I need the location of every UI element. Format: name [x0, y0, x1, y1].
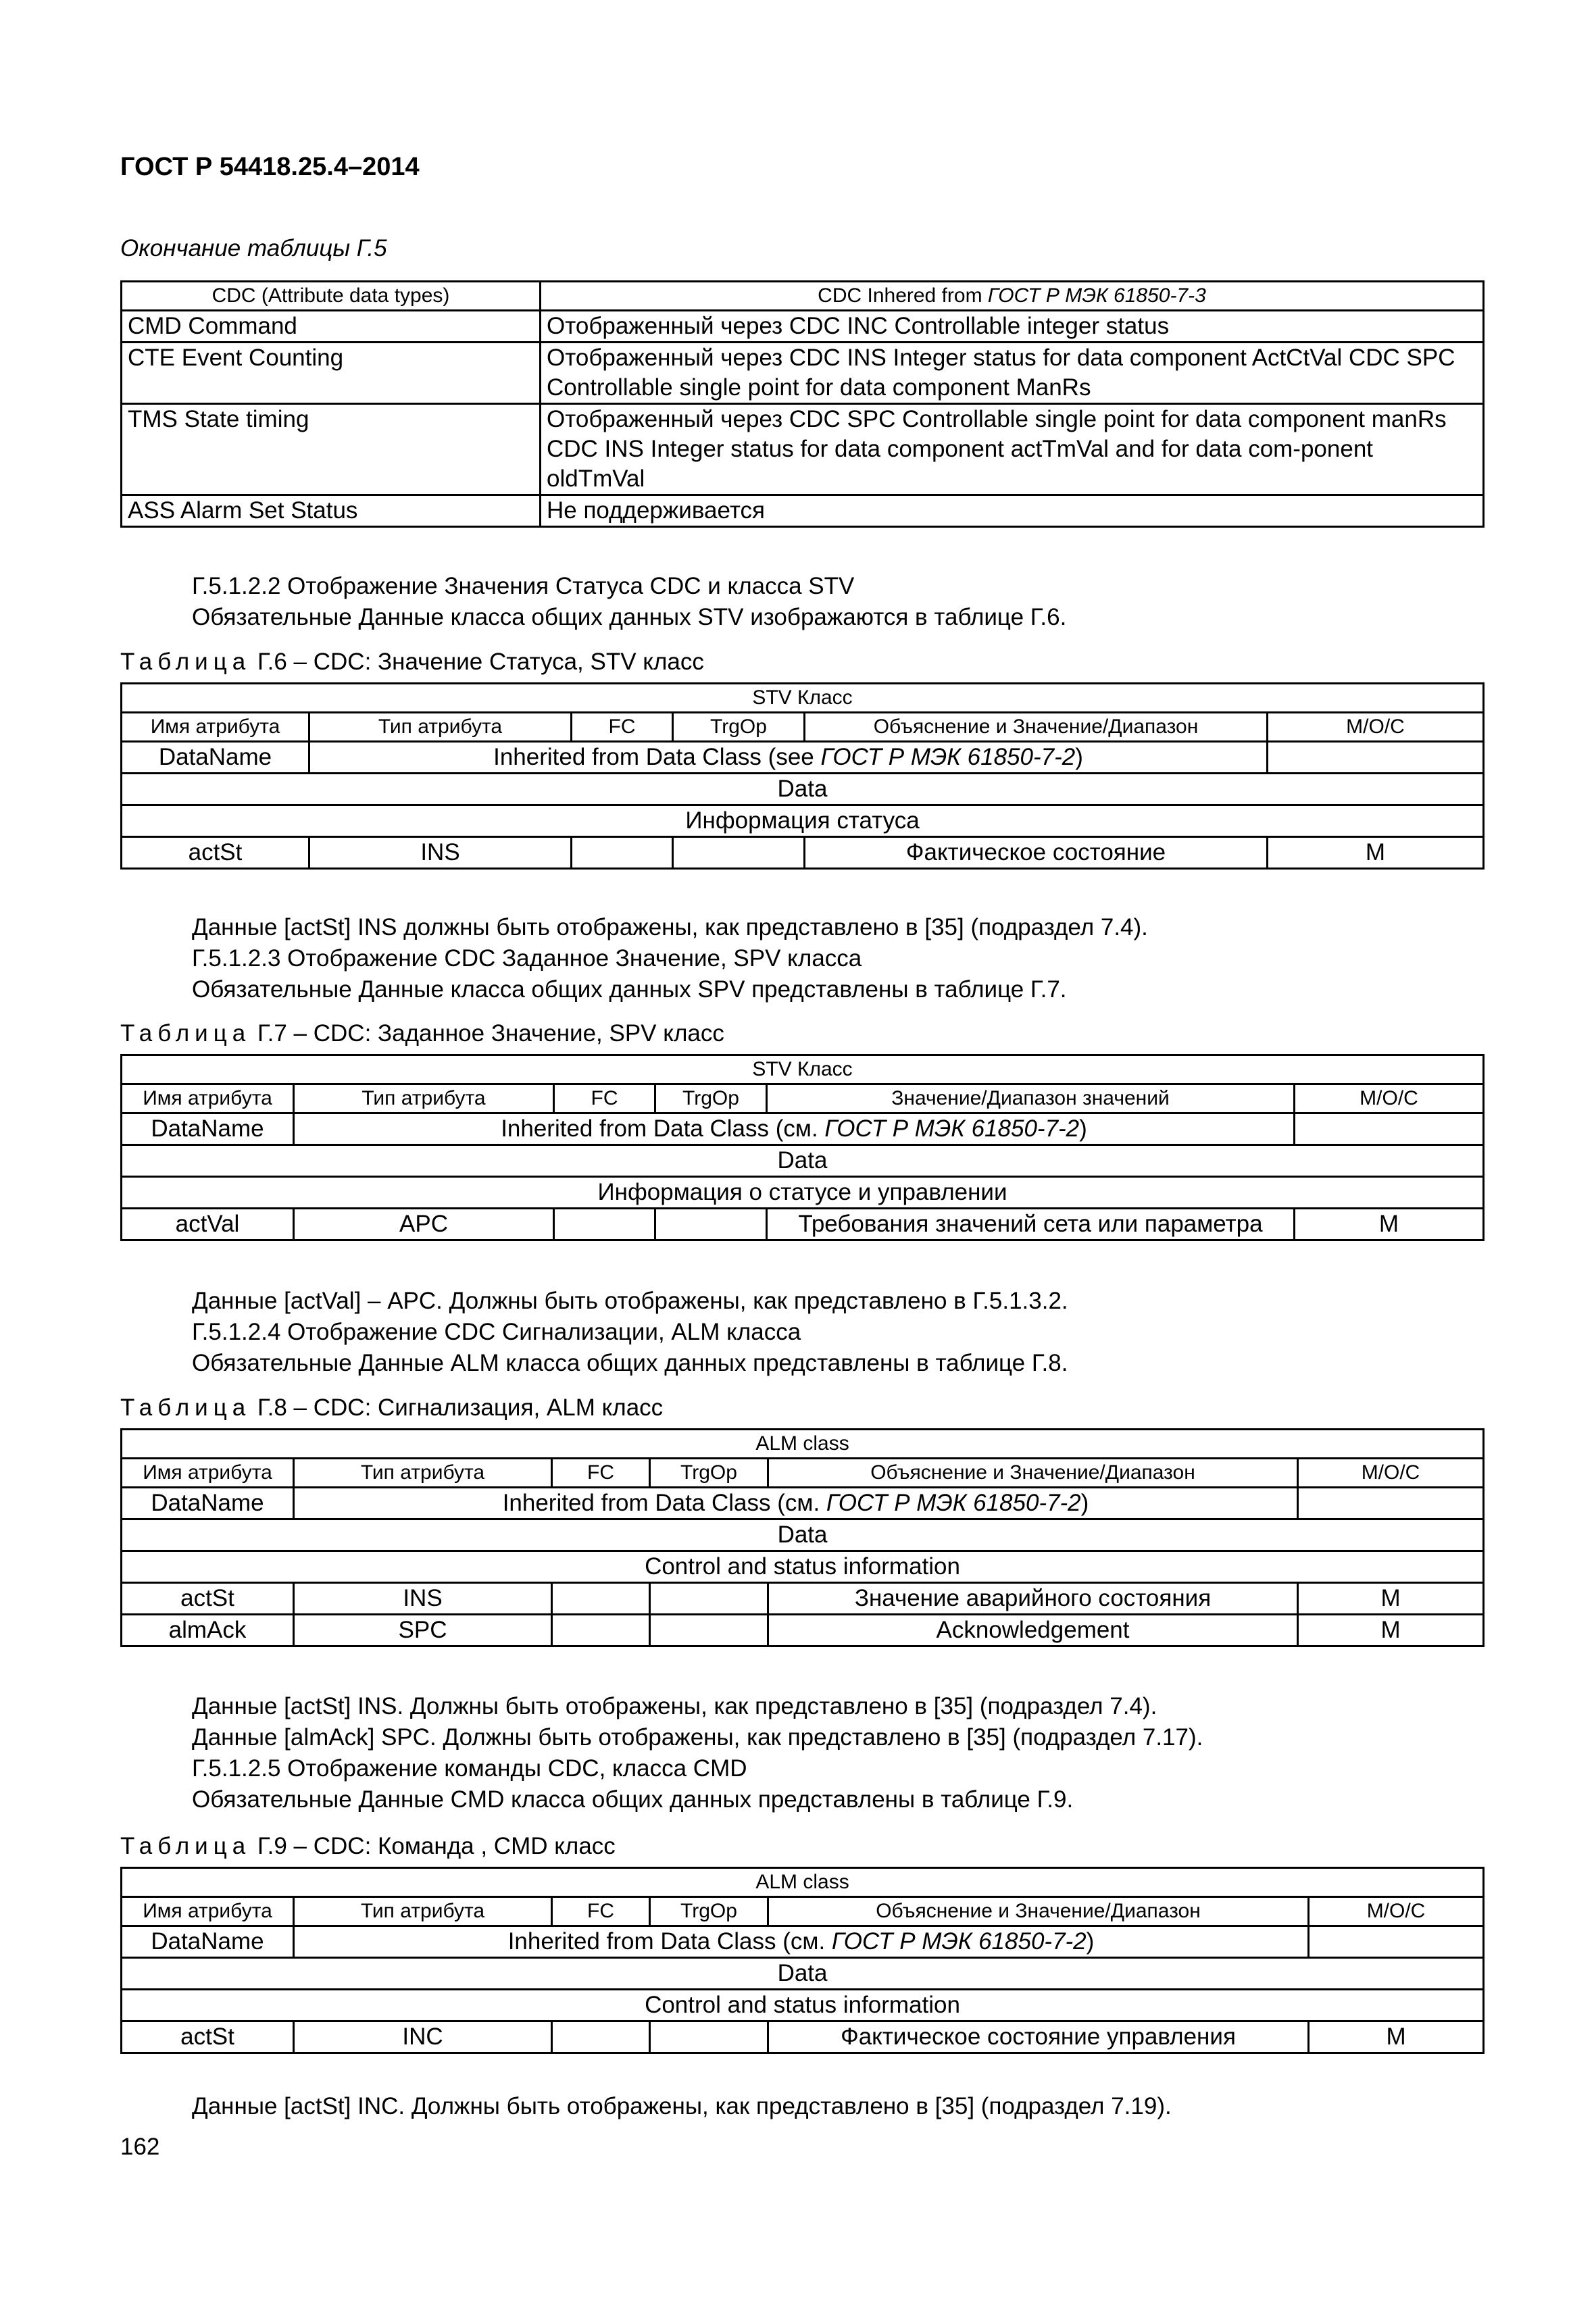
table-header-row: [122, 282, 1484, 311]
table-row: [122, 343, 1484, 404]
table-row: DataName Inherited from Data Class (see ГОСТ Р МЭК 61850-7-2): [122, 742, 1484, 774]
cell: TMS State timing: [122, 404, 541, 495]
table-row: [122, 404, 1484, 495]
header-cell: CDC Inhered from ГОСТ Р МЭК 61850-7-3: [541, 282, 1484, 311]
table-row: actSt INS Значение аварийного состояния M: [122, 1583, 1484, 1615]
class-title: ALM class: [122, 1430, 1484, 1459]
class-title: STV Класс: [122, 1055, 1484, 1084]
table-g5: [120, 280, 1485, 528]
table-row: [122, 495, 1484, 527]
paragraph: Данные [actSt] INS. Должны быть отображены, как представлено в [35] (подраздел 7.4). Данные [almAck] SPC. Должны быть отображены, как представлено в [35] (подраздел 7.17). Г.5.1.2.5 Отображение команды CDC, класса CMD Обязательные Данные CMD класса общих данных представлены в таблице Г.9.: [192, 1693, 1203, 1813]
cell: Отображенный через CDC SPC Controllable single point for data component manRs CDC INS Integer status for data component actTmVal and for data com-ponent oldTmVal: [541, 404, 1484, 495]
table-header-row: Имя атрибута Тип атрибута FC TrgOp Объяснение и Значение/Диапазон M/O/C: [122, 1897, 1484, 1926]
table-header-row: Имя атрибута Тип атрибута FC TrgOp Объяснение и Значение/Диапазон M/O/C: [122, 1459, 1484, 1488]
paragraph: Данные [actSt] INS должны быть отображены, как представлено в [35] (подраздел 7.4). Г.5.1.2.3 Отображение CDC Заданное Значение, SPV класса Обязательные Данные класса общих данных SPV представлены в таблице Г.7.: [192, 914, 1148, 1003]
table5-caption: Окончание таблицы Г.5: [120, 235, 387, 261]
table7-caption: Таблица Г.7 – CDC: Заданное Значение, SPV класс: [120, 1020, 724, 1047]
paragraph: Данные [actSt] INC. Должны быть отображены, как представлено в [35] (подраздел 7.19).: [192, 2093, 1172, 2119]
table6-caption: Таблица Г.6 – CDC: Значение Статуса, STV класс: [120, 649, 704, 675]
table-row: [122, 311, 1484, 343]
table-row: actSt INC Фактическое состояние управления M: [122, 2021, 1484, 2053]
cell: Отображенный через CDC INS Integer status for data component ActCtVal CDC SPC Controllable single point for data component ManRs: [541, 343, 1484, 404]
table-row: actSt INS Фактическое состояние M: [122, 837, 1484, 869]
table-header-row: Имя атрибута Тип атрибута FC TrgOp Объяснение и Значение/Диапазон M/O/C: [122, 713, 1484, 742]
cell: CTE Event Counting: [122, 343, 541, 404]
table-row: DataName Inherited from Data Class (см. ГОСТ Р МЭК 61850-7-2): [122, 1488, 1484, 1519]
table-g6: STV Класс Имя атрибута Тип атрибута FC TrgOp Объяснение и Значение/Диапазон M/O/C DataName Inherited from Data Class (see ГОСТ Р МЭК 61850-7-2) Data Информация статуса actSt INS Фактическое состояние M: [120, 682, 1485, 870]
cell: Отображенный через CDC INC Controllable integer status: [541, 311, 1484, 343]
table-row: DataName Inherited from Data Class (см. ГОСТ Р МЭК 61850-7-2): [122, 1113, 1484, 1145]
document-header: ГОСТ Р 54418.25.4–2014: [120, 153, 420, 181]
table-g8: ALM class Имя атрибута Тип атрибута FC TrgOp Объяснение и Значение/Диапазон M/O/C DataName Inherited from Data Class (см. ГОСТ Р МЭК 61850-7-2) Data Control and status information actSt INS Значение аварийного состояния M almAck SPC Acknowledgement M: [120, 1428, 1485, 1647]
table8-caption: Таблица Г.8 – CDC: Сигнализация, ALM класс: [120, 1394, 664, 1421]
table-g7: STV Класс Имя атрибута Тип атрибута FC TrgOp Значение/Диапазон значений M/O/C DataName Inherited from Data Class (см. ГОСТ Р МЭК 61850-7-2) Data Информация о статусе и управлении actVal APC Требования значений сета или параметра M: [120, 1054, 1485, 1241]
table9-caption: Таблица Г.9 – CDC: Команда , CMD класс: [120, 1833, 616, 1859]
paragraph: Г.5.1.2.2 Отображение Значения Статуса CDC и класса STV Обязательные Данные класса общих данных STV изображаются в таблице Г.6.: [192, 573, 1067, 630]
table-g9: ALM class Имя атрибута Тип атрибута FC TrgOp Объяснение и Значение/Диапазон M/O/C DataName Inherited from Data Class (см. ГОСТ Р МЭК 61850-7-2) Data Control and status information actSt INC Фактическое состояние управления M: [120, 1867, 1485, 2054]
cell: ASS Alarm Set Status: [122, 495, 541, 527]
table-row: actVal APC Требования значений сета или параметра M: [122, 1209, 1484, 1240]
header-cell: CDC (Attribute data types): [122, 282, 541, 311]
page-number: 162: [120, 2134, 160, 2160]
table-row: almAck SPC Acknowledgement M: [122, 1615, 1484, 1646]
table-header-row: Имя атрибута Тип атрибута FC TrgOp Значение/Диапазон значений M/O/C: [122, 1084, 1484, 1113]
paragraph: Данные [actVal] – APC. Должны быть отображены, как представлено в Г.5.1.3.2. Г.5.1.2.4 Отображение CDC Сигнализации, ALM класса Обязательные Данные ALM класса общих данных представлены в таблице Г.8.: [192, 1288, 1068, 1376]
class-title: ALM class: [122, 1868, 1484, 1897]
class-title: STV Класс: [122, 684, 1484, 713]
cell: Не поддерживается: [541, 495, 1484, 527]
cell: CMD Command: [122, 311, 541, 343]
table-row: DataName Inherited from Data Class (см. ГОСТ Р МЭК 61850-7-2): [122, 1926, 1484, 1958]
